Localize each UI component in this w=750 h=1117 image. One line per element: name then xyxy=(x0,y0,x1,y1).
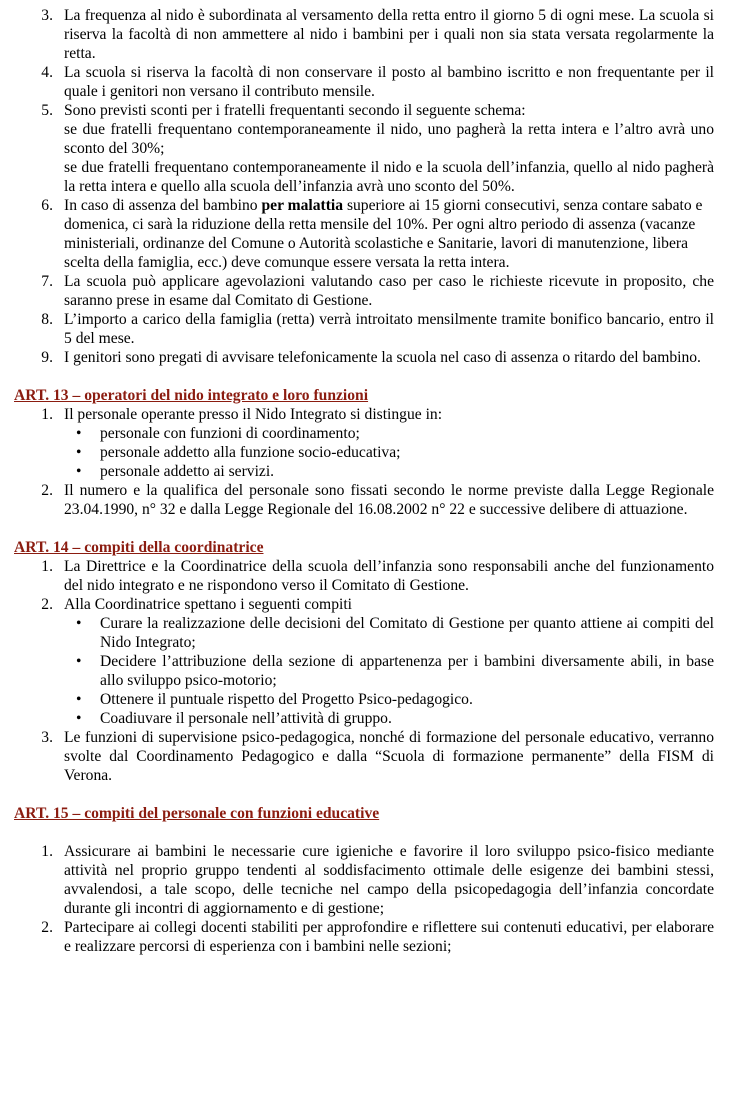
spacer xyxy=(14,823,714,842)
section-heading-art13: ART. 13 – operatori del nido integrato e loro funzioni xyxy=(14,387,369,404)
item-text: L’importo a carico della famiglia (retta) verrà introitato mensilmente tramite bonifico bancario, entro il 5 del mese. xyxy=(64,311,714,347)
list-item xyxy=(14,63,714,101)
list-item xyxy=(14,101,714,196)
bullet-text: Curare la realizzazione delle decisioni del Comitato di Gestione per quanto attiene ai compiti del Nido Integrato; xyxy=(100,615,714,651)
bullet-text: personale con funzioni di coordinamento; xyxy=(100,425,360,442)
bullet-item xyxy=(76,652,714,690)
item-number: 6. xyxy=(41,197,53,214)
list-item xyxy=(14,918,714,956)
item-text-pre: In caso di assenza del bambino xyxy=(64,197,262,214)
list-item xyxy=(14,405,714,424)
bullet-icon: • xyxy=(76,444,82,461)
item-text xyxy=(64,196,714,272)
list-item xyxy=(14,272,714,310)
spacer xyxy=(14,367,714,386)
section-heading-art14: ART. 14 – compiti della coordinatrice xyxy=(14,539,264,556)
list-item xyxy=(14,728,714,785)
item-text: La frequenza al nido è subordinata al versamento della retta entro il giorno 5 di ogni mese. La scuola si riserva la facoltà di non ammettere al nido i bambini per i quali non sia stata versata regolarmente la retta. xyxy=(64,7,714,62)
spacer xyxy=(14,785,714,804)
item-text-post: superiore ai 15 giorni consecutivi, senza contare sabato e domenica, ci sarà la riduzione della retta mensile del 10%. Per ogni altro periodo di assenza (vacanze ministeriali, ordinanze del Comune o Autorità scolastiche e Sanitarie, lavori di manutenzione, libera scelta della famiglia, ecc.) deve comunque essere versata la retta intera. xyxy=(64,197,703,271)
bullet-icon: • xyxy=(76,463,82,480)
item-text: Il personale operante presso il Nido Integrato si distingue in: xyxy=(64,406,443,423)
list-item xyxy=(14,196,714,272)
bullet-text: Ottenere il puntuale rispetto del Progetto Psico-pedagogico. xyxy=(100,691,473,708)
bullet-item xyxy=(76,690,714,709)
list-item xyxy=(14,310,714,348)
bullet-icon: • xyxy=(76,710,82,727)
item-number: 3. xyxy=(41,7,53,24)
item-number: 9. xyxy=(41,349,53,366)
item-number: 8. xyxy=(41,311,53,328)
item-text: Il numero e la qualifica del personale sono fissati secondo le norme previste dalla Legge Regionale 23.04.1990, n° 32 e dalla Legge Regionale del 16.08.2002 n° 22 e successive delibere di attuazione. xyxy=(64,482,714,518)
item-number: 5. xyxy=(41,102,53,119)
item-text: Partecipare ai collegi docenti stabiliti per approfondire e riflettere sui contenuti educativi, per elaborare e realizzare percorsi di esperienza con i bambini nelle sezioni; xyxy=(64,919,714,955)
item-number: 1. xyxy=(41,843,53,860)
item-text: I genitori sono pregati di avvisare telefonicamente la scuola nel caso di assenza o ritardo del bambino. xyxy=(64,349,701,366)
item-text: Alla Coordinatrice spettano i seguenti compiti xyxy=(64,596,352,613)
bullet-icon: • xyxy=(76,425,82,442)
bold-phrase: per malattia xyxy=(261,197,344,214)
item-number: 2. xyxy=(41,482,53,499)
bullet-text: Decidere l’attribuzione della sezione di appartenenza per i bambini diversamente abili, in base allo sviluppo psico-motorio; xyxy=(100,653,714,689)
bullet-icon: • xyxy=(76,615,82,632)
item-text: Le funzioni di supervisione psico-pedagogica, nonché di formazione del personale educativo, verranno svolte dal Coordinamento Pedagogico e dalla “Scuola di formazione permanente” della FISM di Verona. xyxy=(64,729,714,784)
bullet-text: personale addetto ai servizi. xyxy=(100,463,275,480)
item-text: se due fratelli frequentano contemporaneamente il nido e la scuola dell’infanzia, quello al nido pagherà la retta intera e quello alla scuola dell’infanzia avrà uno sconto del 50%. xyxy=(64,159,714,195)
bullet-item xyxy=(76,424,714,443)
item-number: 1. xyxy=(41,406,53,423)
bullet-item xyxy=(76,443,714,462)
item-text: Sono previsti sconti per i fratelli frequentanti secondo il seguente schema: xyxy=(64,102,526,119)
item-number: 1. xyxy=(41,558,53,575)
bullet-icon: • xyxy=(76,691,82,708)
item-text-block xyxy=(64,101,714,196)
item-text: La Direttrice e la Coordinatrice della scuola dell’infanzia sono responsabili anche del funzionamento del nido integrato e ne rispondono verso il Comitato di Gestione. xyxy=(64,558,714,594)
item-number: 2. xyxy=(41,596,53,613)
bullet-text: Coadiuvare il personale nell’attività di gruppo. xyxy=(100,710,392,727)
item-number: 7. xyxy=(41,273,53,290)
bullet-text: personale addetto alla funzione socio-educativa; xyxy=(100,444,401,461)
list-item xyxy=(14,842,714,918)
item-number: 3. xyxy=(41,729,53,746)
item-text: La scuola si riserva la facoltà di non conservare il posto al bambino iscritto e non frequentante per il quale i genitori non versano il contributo mensile. xyxy=(64,64,714,100)
list-item xyxy=(14,557,714,595)
bullet-item xyxy=(76,709,714,728)
item-number: 4. xyxy=(41,64,53,81)
bullet-icon: • xyxy=(76,653,82,670)
list-item xyxy=(14,481,714,519)
list-item xyxy=(14,595,714,614)
item-text: Assicurare ai bambini le necessarie cure igieniche e favorire il loro sviluppo psico-fisico mediante attività nel proprio gruppo tendenti al soddisfacimento ottimale delle esigenze dei bambini stessi, avvalendosi, a tale scopo, delle tecniche nel campo della psicopedagogia dell’infanzia concordate durante gli incontri di aggiornamento e di gestione; xyxy=(64,843,714,917)
section-heading-art15: ART. 15 – compiti del personale con funzioni educative xyxy=(14,805,380,822)
list-item xyxy=(14,348,714,367)
item-number: 2. xyxy=(41,919,53,936)
bullet-item xyxy=(76,462,714,481)
bullet-item xyxy=(76,614,714,652)
item-text: se due fratelli frequentano contemporaneamente il nido, uno pagherà la retta intera e l’altro avrà uno sconto del 30%; xyxy=(64,121,714,157)
spacer xyxy=(14,519,714,538)
list-item xyxy=(14,6,714,63)
item-text: La scuola può applicare agevolazioni valutando caso per caso le richieste ricevute in proposito, che saranno prese in esame dal Comitato di Gestione. xyxy=(64,273,714,309)
